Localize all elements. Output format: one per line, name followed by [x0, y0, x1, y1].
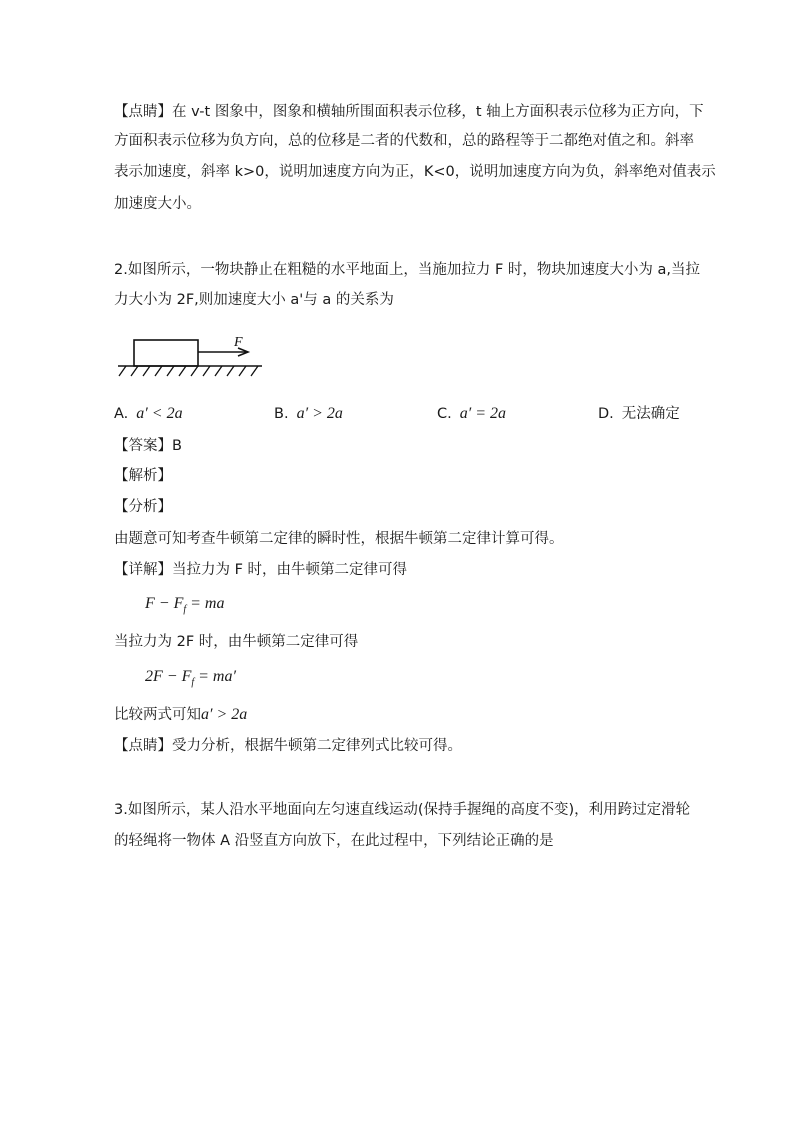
equation-1: $F - F_f$ = ma — [145, 595, 225, 616]
option-letter: A. — [114, 406, 129, 422]
compare-line: 比较两式可知a′ > 2a — [114, 706, 248, 723]
question-stem-line: 的轻绳将一物体 A 沿竖直方向放下，在此过程中，下列结论正确的是 — [114, 833, 554, 849]
detail-line-1: 【详解】当拉力为 F 时，由牛顿第二定律可得 — [114, 562, 408, 578]
answer-label: 【答案】B — [114, 438, 182, 454]
text-line: 表示加速度，斜率 k>0，说明加速度方向为正，K<0，说明加速度方向为负，斜率绝对值表示 — [114, 164, 716, 180]
option-b[interactable] — [274, 404, 343, 424]
question-stem-line: 2.如图所示，一物块静止在粗糙的水平地面上，当施加拉力 F 时，物块加速度大小为 a,当拉 — [114, 262, 700, 278]
compare-math: a′ > 2a — [201, 706, 248, 723]
option-letter: B. — [274, 406, 289, 422]
block-force-figure — [112, 328, 272, 384]
question-stem-line: 力大小为 2F,则加速度大小 a'与 a 的关系为 — [114, 292, 394, 308]
text-line: 方面积表示位移为负方向，总的位移是二者的代数和，总的路程等于二都绝对值之和。斜率 — [114, 133, 694, 149]
equation-2: $2F - F_f = ma'$ — [145, 668, 236, 689]
fenxi-heading: 【分析】 — [114, 499, 172, 515]
option-letter: D. — [598, 406, 614, 422]
option-d[interactable] — [598, 404, 680, 424]
text-line: 加速度大小。 — [114, 196, 201, 212]
option-a[interactable] — [114, 404, 183, 424]
option-c[interactable] — [437, 404, 506, 424]
detail-line-2: 当拉力为 2F 时，由牛顿第二定律可得 — [114, 634, 359, 650]
block-shape — [134, 340, 198, 366]
force-label: F — [234, 335, 243, 350]
text-line: 【点睛】在 v-t 图象中，图象和横轴所围面积表示位移，t 轴上方面积表示位移为正方向，下 — [114, 104, 704, 120]
analysis-heading: 【解析】 — [114, 468, 172, 484]
ground-hatching — [119, 366, 258, 376]
fenxi-text: 由题意可知考查牛顿第二定律的瞬时性，根据牛顿第二定律计算可得。 — [114, 531, 564, 547]
option-text: a′ = 2a — [459, 405, 507, 422]
dianjing-q2: 【点睛】受力分析，根据牛顿第二定律列式比较可得。 — [114, 738, 462, 754]
option-text: a′ < 2a — [136, 405, 183, 422]
option-letter: C. — [437, 406, 452, 422]
option-text: a′ > 2a — [296, 405, 343, 422]
question-stem-line: 3.如图所示，某人沿水平地面向左匀速直线运动(保持手握绳的高度不变)，利用跨过定滑轮 — [114, 802, 691, 818]
option-text: 无法确定 — [621, 406, 680, 422]
